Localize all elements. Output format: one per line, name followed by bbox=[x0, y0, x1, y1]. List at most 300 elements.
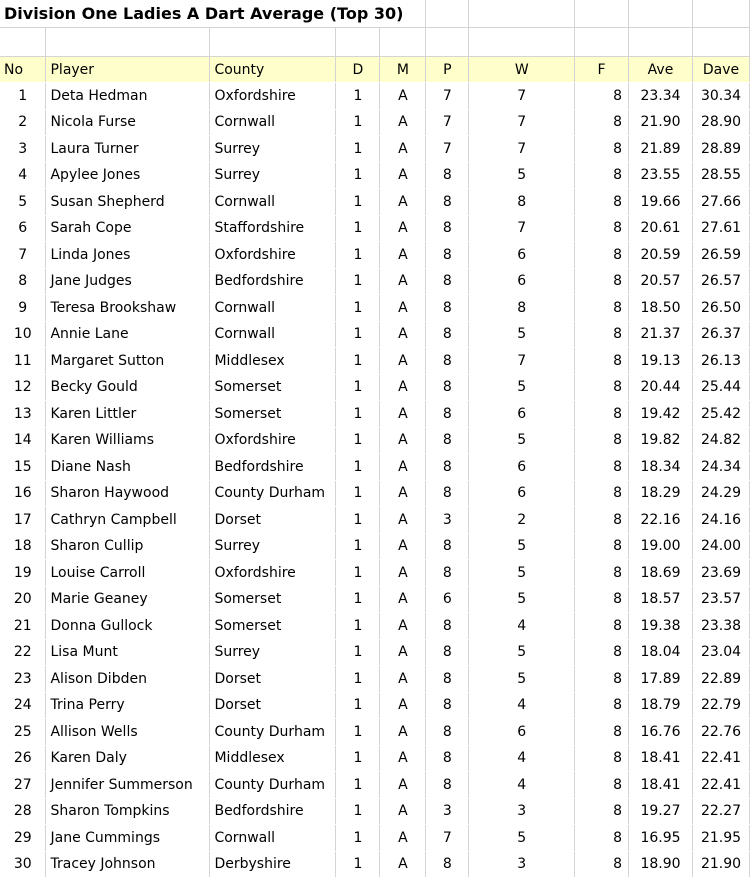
cell-p: 3 bbox=[426, 507, 469, 534]
cell-m: A bbox=[380, 427, 426, 454]
cell-p: 8 bbox=[426, 851, 469, 878]
cell-ave: 19.42 bbox=[629, 401, 693, 428]
cell-w: 7 bbox=[469, 348, 575, 375]
cell-d: 1 bbox=[336, 798, 380, 825]
table-row bbox=[0, 719, 750, 746]
cell-no: 30 bbox=[0, 851, 46, 878]
table-row bbox=[0, 162, 750, 189]
cell-ave: 19.82 bbox=[629, 427, 693, 454]
cell-m: A bbox=[380, 242, 426, 269]
cell-ave: 22.16 bbox=[629, 507, 693, 534]
cell-no: 25 bbox=[0, 719, 46, 746]
cell-m: A bbox=[380, 83, 426, 110]
col-header-f: F bbox=[575, 57, 629, 83]
table-row bbox=[0, 189, 750, 216]
cell-f: 8 bbox=[575, 798, 629, 825]
cell-w: 5 bbox=[469, 321, 575, 348]
cell-d: 1 bbox=[336, 454, 380, 481]
cell-player: Sarah Cope bbox=[46, 215, 210, 242]
cell-ave: 20.61 bbox=[629, 215, 693, 242]
cell-no: 3 bbox=[0, 136, 46, 163]
cell-dave: 26.13 bbox=[692, 348, 749, 375]
cell-p: 8 bbox=[426, 533, 469, 560]
cell-dave: 22.76 bbox=[692, 719, 749, 746]
cell-no: 14 bbox=[0, 427, 46, 454]
cell-dave: 24.00 bbox=[692, 533, 749, 560]
cell-dave: 24.29 bbox=[692, 480, 749, 507]
cell-player: Jane Cummings bbox=[46, 825, 210, 852]
col-header-m: M bbox=[380, 57, 426, 83]
cell-p: 8 bbox=[426, 162, 469, 189]
cell-w: 7 bbox=[469, 109, 575, 136]
table-row bbox=[0, 242, 750, 269]
table-row bbox=[0, 639, 750, 666]
cell-ave: 21.89 bbox=[629, 136, 693, 163]
cell-ave: 18.79 bbox=[629, 692, 693, 719]
cell-ave: 20.59 bbox=[629, 242, 693, 269]
cell-no: 12 bbox=[0, 374, 46, 401]
cell-w: 4 bbox=[469, 772, 575, 799]
table-row bbox=[0, 83, 750, 110]
cell-m: A bbox=[380, 215, 426, 242]
cell-w: 4 bbox=[469, 745, 575, 772]
cell-f: 8 bbox=[575, 109, 629, 136]
cell-d: 1 bbox=[336, 401, 380, 428]
table-row bbox=[0, 745, 750, 772]
cell-ave: 21.37 bbox=[629, 321, 693, 348]
cell-dave: 22.41 bbox=[692, 772, 749, 799]
cell-player: Jane Judges bbox=[46, 268, 210, 295]
cell-w: 2 bbox=[469, 507, 575, 534]
cell-m: A bbox=[380, 507, 426, 534]
cell-f: 8 bbox=[575, 83, 629, 110]
cell-player: Lisa Munt bbox=[46, 639, 210, 666]
cell-dave: 23.04 bbox=[692, 639, 749, 666]
cell-county: Derbyshire bbox=[210, 851, 336, 878]
cell-player: Alison Dibden bbox=[46, 666, 210, 693]
cell-county: Surrey bbox=[210, 639, 336, 666]
cell-dave: 28.89 bbox=[692, 136, 749, 163]
cell-m: A bbox=[380, 454, 426, 481]
cell-w: 5 bbox=[469, 639, 575, 666]
cell-f: 8 bbox=[575, 295, 629, 322]
cell-m: A bbox=[380, 560, 426, 587]
cell-w: 4 bbox=[469, 613, 575, 640]
cell-county: Bedfordshire bbox=[210, 268, 336, 295]
cell-f: 8 bbox=[575, 639, 629, 666]
cell-f: 8 bbox=[575, 480, 629, 507]
cell-w: 5 bbox=[469, 560, 575, 587]
cell-county: Somerset bbox=[210, 613, 336, 640]
cell-county: Staffordshire bbox=[210, 215, 336, 242]
col-header-p: P bbox=[426, 57, 469, 83]
cell-dave: 30.34 bbox=[692, 83, 749, 110]
cell-dave: 22.27 bbox=[692, 798, 749, 825]
cell-no: 28 bbox=[0, 798, 46, 825]
cell-w: 7 bbox=[469, 215, 575, 242]
cell-player: Jennifer Summerson bbox=[46, 772, 210, 799]
cell-f: 8 bbox=[575, 189, 629, 216]
cell-d: 1 bbox=[336, 374, 380, 401]
cell-w: 5 bbox=[469, 374, 575, 401]
cell-player: Diane Nash bbox=[46, 454, 210, 481]
cell-ave: 16.76 bbox=[629, 719, 693, 746]
cell-player: Annie Lane bbox=[46, 321, 210, 348]
cell-f: 8 bbox=[575, 321, 629, 348]
cell-d: 1 bbox=[336, 586, 380, 613]
cell-county: Cornwall bbox=[210, 295, 336, 322]
cell-m: A bbox=[380, 401, 426, 428]
cell-player: Trina Perry bbox=[46, 692, 210, 719]
cell-dave: 25.42 bbox=[692, 401, 749, 428]
cell-ave: 20.44 bbox=[629, 374, 693, 401]
cell-county: County Durham bbox=[210, 480, 336, 507]
col-header-ave: Ave bbox=[629, 57, 693, 83]
cell-f: 8 bbox=[575, 851, 629, 878]
cell-county: Oxfordshire bbox=[210, 242, 336, 269]
cell-f: 8 bbox=[575, 772, 629, 799]
cell-d: 1 bbox=[336, 613, 380, 640]
cell-m: A bbox=[380, 586, 426, 613]
cell-dave: 28.90 bbox=[692, 109, 749, 136]
cell-dave: 24.82 bbox=[692, 427, 749, 454]
cell-p: 8 bbox=[426, 480, 469, 507]
table-row bbox=[0, 560, 750, 587]
cell-player: Becky Gould bbox=[46, 374, 210, 401]
cell-ave: 18.41 bbox=[629, 745, 693, 772]
cell-f: 8 bbox=[575, 136, 629, 163]
cell-d: 1 bbox=[336, 560, 380, 587]
cell-f: 8 bbox=[575, 507, 629, 534]
cell-no: 10 bbox=[0, 321, 46, 348]
cell-w: 8 bbox=[469, 189, 575, 216]
cell-p: 8 bbox=[426, 295, 469, 322]
cell-player: Karen Littler bbox=[46, 401, 210, 428]
cell-p: 8 bbox=[426, 189, 469, 216]
col-header-d: D bbox=[336, 57, 380, 83]
cell-no: 20 bbox=[0, 586, 46, 613]
cell-p: 8 bbox=[426, 666, 469, 693]
cell-player: Nicola Furse bbox=[46, 109, 210, 136]
cell-f: 8 bbox=[575, 215, 629, 242]
cell-f: 8 bbox=[575, 586, 629, 613]
cell-f: 8 bbox=[575, 162, 629, 189]
cell-f: 8 bbox=[575, 427, 629, 454]
table-row bbox=[0, 666, 750, 693]
cell-dave: 21.95 bbox=[692, 825, 749, 852]
cell-dave: 24.34 bbox=[692, 454, 749, 481]
cell-ave: 23.55 bbox=[629, 162, 693, 189]
cell-f: 8 bbox=[575, 401, 629, 428]
table-row bbox=[0, 321, 750, 348]
cell-d: 1 bbox=[336, 772, 380, 799]
cell-player: Louise Carroll bbox=[46, 560, 210, 587]
cell-w: 6 bbox=[469, 242, 575, 269]
cell-m: A bbox=[380, 692, 426, 719]
cell-player: Tracey Johnson bbox=[46, 851, 210, 878]
cell-dave: 23.57 bbox=[692, 586, 749, 613]
cell-p: 8 bbox=[426, 268, 469, 295]
cell-ave: 16.95 bbox=[629, 825, 693, 852]
cell-no: 27 bbox=[0, 772, 46, 799]
cell-p: 8 bbox=[426, 401, 469, 428]
cell-no: 24 bbox=[0, 692, 46, 719]
cell-no: 22 bbox=[0, 639, 46, 666]
cell-d: 1 bbox=[336, 851, 380, 878]
cell-no: 16 bbox=[0, 480, 46, 507]
cell-ave: 21.90 bbox=[629, 109, 693, 136]
cell-m: A bbox=[380, 348, 426, 375]
page-title: Division One Ladies A Dart Average (Top 30) bbox=[0, 0, 426, 28]
cell-no: 5 bbox=[0, 189, 46, 216]
cell-m: A bbox=[380, 480, 426, 507]
cell-county: Cornwall bbox=[210, 109, 336, 136]
cell-f: 8 bbox=[575, 268, 629, 295]
cell-no: 2 bbox=[0, 109, 46, 136]
cell-m: A bbox=[380, 666, 426, 693]
table-row bbox=[0, 613, 750, 640]
cell-ave: 18.69 bbox=[629, 560, 693, 587]
cell-w: 7 bbox=[469, 83, 575, 110]
col-header-no: No bbox=[0, 57, 46, 83]
cell-f: 8 bbox=[575, 454, 629, 481]
cell-dave: 25.44 bbox=[692, 374, 749, 401]
cell-no: 21 bbox=[0, 613, 46, 640]
table-row bbox=[0, 772, 750, 799]
cell-p: 8 bbox=[426, 215, 469, 242]
cell-m: A bbox=[380, 189, 426, 216]
col-header-player: Player bbox=[46, 57, 210, 83]
cell-county: Oxfordshire bbox=[210, 560, 336, 587]
cell-f: 8 bbox=[575, 348, 629, 375]
cell-p: 7 bbox=[426, 83, 469, 110]
cell-county: Somerset bbox=[210, 374, 336, 401]
cell-ave: 18.34 bbox=[629, 454, 693, 481]
cell-ave: 18.29 bbox=[629, 480, 693, 507]
cell-p: 7 bbox=[426, 136, 469, 163]
cell-player: Linda Jones bbox=[46, 242, 210, 269]
cell-ave: 18.50 bbox=[629, 295, 693, 322]
cell-p: 6 bbox=[426, 586, 469, 613]
cell-w: 8 bbox=[469, 295, 575, 322]
table-row bbox=[0, 692, 750, 719]
cell-d: 1 bbox=[336, 719, 380, 746]
cell-m: A bbox=[380, 162, 426, 189]
cell-county: County Durham bbox=[210, 772, 336, 799]
table-row bbox=[0, 533, 750, 560]
cell-no: 23 bbox=[0, 666, 46, 693]
cell-d: 1 bbox=[336, 507, 380, 534]
cell-w: 5 bbox=[469, 427, 575, 454]
table-row bbox=[0, 798, 750, 825]
cell-county: Cornwall bbox=[210, 321, 336, 348]
cell-w: 6 bbox=[469, 268, 575, 295]
cell-player: Marie Geaney bbox=[46, 586, 210, 613]
cell-ave: 20.57 bbox=[629, 268, 693, 295]
table-row bbox=[0, 348, 750, 375]
cell-d: 1 bbox=[336, 295, 380, 322]
table-row bbox=[0, 480, 750, 507]
cell-no: 11 bbox=[0, 348, 46, 375]
table-row bbox=[0, 268, 750, 295]
cell-county: County Durham bbox=[210, 719, 336, 746]
cell-player: Sharon Tompkins bbox=[46, 798, 210, 825]
cell-p: 8 bbox=[426, 374, 469, 401]
cell-f: 8 bbox=[575, 745, 629, 772]
cell-dave: 22.41 bbox=[692, 745, 749, 772]
cell-ave: 19.66 bbox=[629, 189, 693, 216]
cell-ave: 17.89 bbox=[629, 666, 693, 693]
cell-dave: 24.16 bbox=[692, 507, 749, 534]
cell-f: 8 bbox=[575, 825, 629, 852]
cell-player: Karen Daly bbox=[46, 745, 210, 772]
cell-no: 29 bbox=[0, 825, 46, 852]
cell-no: 13 bbox=[0, 401, 46, 428]
table-row bbox=[0, 851, 750, 878]
cell-p: 8 bbox=[426, 560, 469, 587]
cell-dave: 27.66 bbox=[692, 189, 749, 216]
cell-m: A bbox=[380, 268, 426, 295]
cell-d: 1 bbox=[336, 639, 380, 666]
cell-dave: 22.89 bbox=[692, 666, 749, 693]
cell-county: Oxfordshire bbox=[210, 427, 336, 454]
cell-player: Sharon Haywood bbox=[46, 480, 210, 507]
table-row bbox=[0, 507, 750, 534]
cell-player: Laura Turner bbox=[46, 136, 210, 163]
cell-p: 8 bbox=[426, 242, 469, 269]
cell-ave: 18.90 bbox=[629, 851, 693, 878]
cell-d: 1 bbox=[336, 321, 380, 348]
cell-d: 1 bbox=[336, 533, 380, 560]
cell-d: 1 bbox=[336, 215, 380, 242]
table-row bbox=[0, 401, 750, 428]
blank-row bbox=[0, 28, 750, 57]
cell-d: 1 bbox=[336, 268, 380, 295]
cell-w: 6 bbox=[469, 480, 575, 507]
cell-dave: 26.57 bbox=[692, 268, 749, 295]
table-row bbox=[0, 586, 750, 613]
cell-f: 8 bbox=[575, 666, 629, 693]
cell-f: 8 bbox=[575, 374, 629, 401]
cell-m: A bbox=[380, 321, 426, 348]
cell-dave: 23.38 bbox=[692, 613, 749, 640]
cell-w: 3 bbox=[469, 798, 575, 825]
table-row bbox=[0, 109, 750, 136]
cell-f: 8 bbox=[575, 242, 629, 269]
cell-county: Oxfordshire bbox=[210, 83, 336, 110]
cell-county: Dorset bbox=[210, 507, 336, 534]
cell-p: 7 bbox=[426, 825, 469, 852]
table-row bbox=[0, 454, 750, 481]
table-row bbox=[0, 374, 750, 401]
cell-no: 19 bbox=[0, 560, 46, 587]
cell-p: 3 bbox=[426, 798, 469, 825]
col-header-dave: Dave bbox=[692, 57, 749, 83]
cell-ave: 19.27 bbox=[629, 798, 693, 825]
cell-w: 5 bbox=[469, 162, 575, 189]
cell-no: 6 bbox=[0, 215, 46, 242]
cell-f: 8 bbox=[575, 692, 629, 719]
cell-no: 9 bbox=[0, 295, 46, 322]
cell-w: 6 bbox=[469, 719, 575, 746]
cell-d: 1 bbox=[336, 745, 380, 772]
cell-d: 1 bbox=[336, 666, 380, 693]
cell-county: Dorset bbox=[210, 692, 336, 719]
cell-p: 8 bbox=[426, 348, 469, 375]
cell-no: 8 bbox=[0, 268, 46, 295]
cell-w: 5 bbox=[469, 533, 575, 560]
table-row bbox=[0, 427, 750, 454]
cell-w: 4 bbox=[469, 692, 575, 719]
cell-no: 7 bbox=[0, 242, 46, 269]
cell-no: 17 bbox=[0, 507, 46, 534]
cell-d: 1 bbox=[336, 427, 380, 454]
cell-d: 1 bbox=[336, 83, 380, 110]
cell-player: Donna Gullock bbox=[46, 613, 210, 640]
cell-d: 1 bbox=[336, 109, 380, 136]
cell-w: 3 bbox=[469, 851, 575, 878]
cell-ave: 19.00 bbox=[629, 533, 693, 560]
cell-player: Margaret Sutton bbox=[46, 348, 210, 375]
cell-m: A bbox=[380, 745, 426, 772]
cell-f: 8 bbox=[575, 560, 629, 587]
cell-p: 8 bbox=[426, 321, 469, 348]
cell-p: 8 bbox=[426, 692, 469, 719]
cell-d: 1 bbox=[336, 162, 380, 189]
cell-p: 7 bbox=[426, 109, 469, 136]
cell-d: 1 bbox=[336, 189, 380, 216]
cell-p: 8 bbox=[426, 745, 469, 772]
col-header-w: W bbox=[469, 57, 575, 83]
cell-player: Susan Shepherd bbox=[46, 189, 210, 216]
title-row bbox=[0, 0, 750, 28]
cell-d: 1 bbox=[336, 242, 380, 269]
cell-ave: 18.04 bbox=[629, 639, 693, 666]
cell-county: Middlesex bbox=[210, 745, 336, 772]
col-header-county: County bbox=[210, 57, 336, 83]
cell-player: Apylee Jones bbox=[46, 162, 210, 189]
table-row bbox=[0, 215, 750, 242]
cell-w: 7 bbox=[469, 136, 575, 163]
table-row bbox=[0, 136, 750, 163]
cell-p: 8 bbox=[426, 772, 469, 799]
cell-county: Somerset bbox=[210, 401, 336, 428]
cell-no: 18 bbox=[0, 533, 46, 560]
cell-d: 1 bbox=[336, 480, 380, 507]
cell-player: Allison Wells bbox=[46, 719, 210, 746]
cell-w: 5 bbox=[469, 825, 575, 852]
cell-m: A bbox=[380, 639, 426, 666]
cell-m: A bbox=[380, 798, 426, 825]
cell-county: Surrey bbox=[210, 162, 336, 189]
cell-d: 1 bbox=[336, 825, 380, 852]
cell-county: Surrey bbox=[210, 136, 336, 163]
cell-m: A bbox=[380, 136, 426, 163]
cell-m: A bbox=[380, 719, 426, 746]
cell-no: 26 bbox=[0, 745, 46, 772]
cell-ave: 18.57 bbox=[629, 586, 693, 613]
cell-m: A bbox=[380, 295, 426, 322]
cell-w: 6 bbox=[469, 454, 575, 481]
cell-f: 8 bbox=[575, 533, 629, 560]
cell-dave: 26.59 bbox=[692, 242, 749, 269]
cell-county: Dorset bbox=[210, 666, 336, 693]
cell-player: Cathryn Campbell bbox=[46, 507, 210, 534]
cell-player: Sharon Cullip bbox=[46, 533, 210, 560]
cell-f: 8 bbox=[575, 613, 629, 640]
cell-player: Teresa Brookshaw bbox=[46, 295, 210, 322]
cell-player: Deta Hedman bbox=[46, 83, 210, 110]
